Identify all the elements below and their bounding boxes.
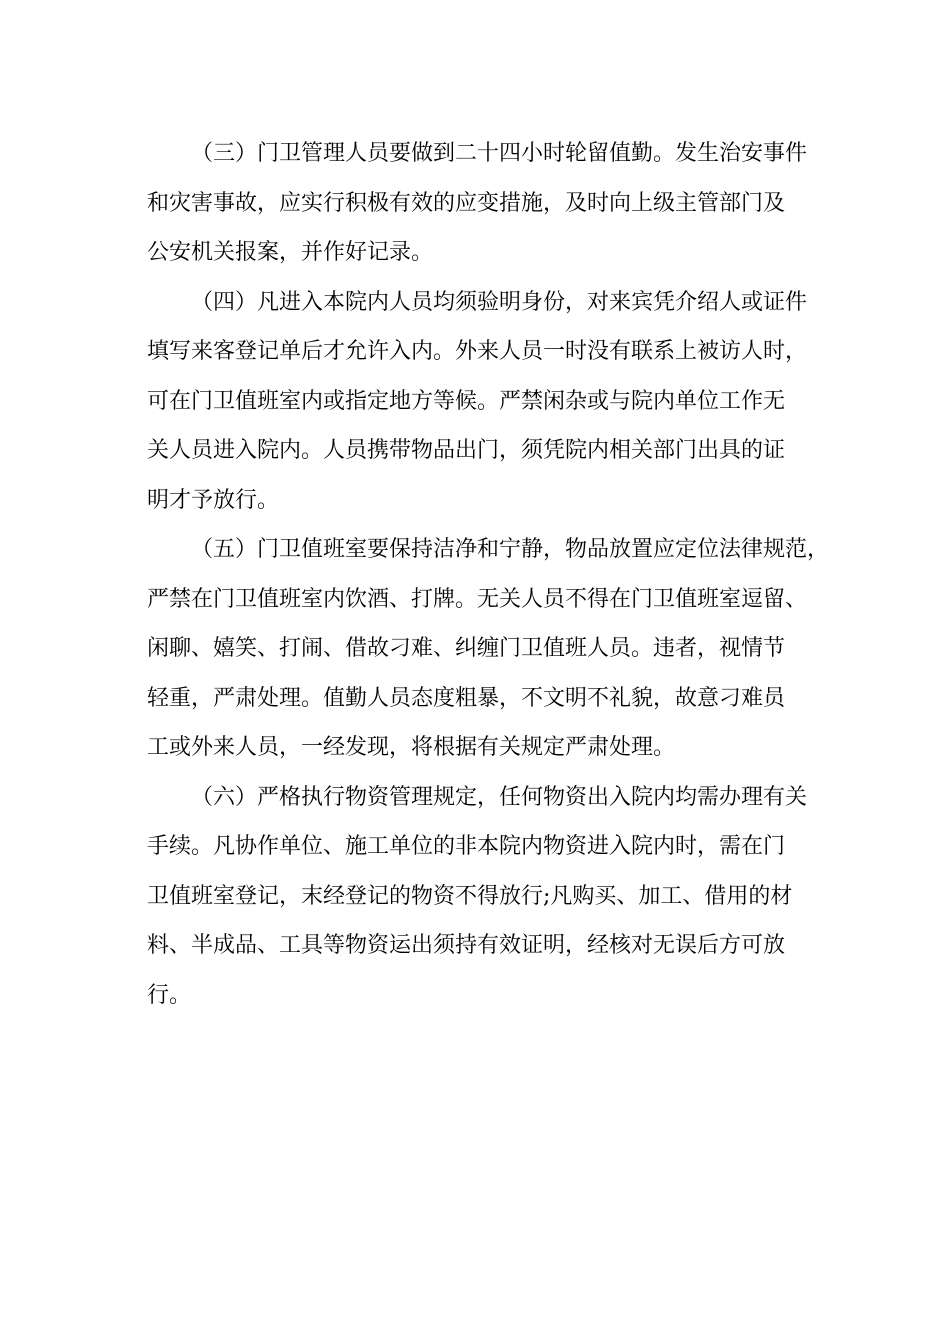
paragraph-line: 闲聊、嬉笑、打闹、借故刁难、纠缠门卫值班人员。违者，视情节: [147, 636, 786, 661]
paragraph-line: （四）凡进入本院内人员均须验明身份，对来宾凭介绍人或证件: [191, 289, 808, 315]
paragraph-line: 明才予放行。: [147, 487, 280, 513]
paragraph-line: 和灾害事故，应实行积极有效的应变措施，及时向上级主管部门及: [147, 190, 786, 216]
paragraph-line: （六）严格执行物资管理规定，任何物资出入院内均需办理有关: [191, 784, 808, 810]
paragraph-line: 填写来客登记单后才允许入内。外来人员一时没有联系上被访人时，: [147, 339, 808, 364]
paragraph-5: [147, 525, 830, 773]
paragraph-line: 可在门卫值班室内或指定地方等候。严禁闲杂或与院内单位工作无: [147, 388, 786, 414]
paragraph-line: （五）门卫值班室要保持洁净和宁静，物品放置应定位法律规范，: [191, 537, 830, 562]
paragraph-line: 轻重，严肃处理。值勤人员态度粗暴，不文明不礼貌，故意刁难员: [147, 685, 786, 711]
paragraph-3: [147, 129, 817, 278]
paragraph-line: 料、半成品、工具等物资运出须持有效证明，经核对无误后方可放: [147, 933, 786, 958]
paragraph-line: （三）门卫管理人员要做到二十四小时轮留值勤。发生治安事件: [191, 141, 808, 166]
paragraph-6: [147, 773, 817, 1021]
paragraph-line: 工或外来人员，一经发现，将根据有关规定严肃处理。: [147, 735, 676, 760]
paragraph-line: 卫值班室登记，末经登记的物资不得放行;凡购买、加工、借用的材: [147, 883, 793, 909]
document-body: [147, 129, 830, 1020]
paragraph-line: 公安机关报案，并作好记录。: [147, 240, 434, 265]
paragraph-line: 关人员进入院内。人员携带物品出门，须凭院内相关部门出具的证: [147, 438, 786, 463]
paragraph-line: 行。: [147, 982, 192, 1008]
paragraph-line: 严禁在门卫值班室内饮酒、打牌。无关人员不得在门卫值班室逗留、: [147, 586, 808, 612]
paragraph-line: 手续。凡协作单位、施工单位的非本院内物资进入院内时，需在门: [147, 834, 786, 859]
paragraph-4: [147, 278, 817, 526]
